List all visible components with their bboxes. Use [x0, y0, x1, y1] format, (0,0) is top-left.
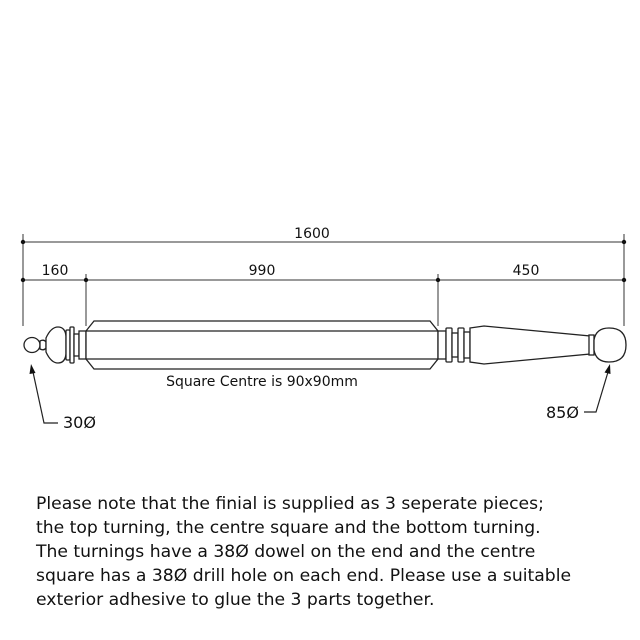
segment-dimensions: [23, 274, 624, 326]
note-line: the top turning, the centre square and the bottom turning.: [36, 518, 541, 538]
dimension-dot: [622, 240, 626, 244]
bottom-taper: [470, 326, 590, 364]
top-turning: [24, 327, 86, 363]
left-diameter-callout: [33, 372, 58, 423]
top-collar: [74, 334, 79, 356]
top-dowel-collar: [79, 331, 86, 359]
note-line: exterior adhesive to glue the 3 parts together.: [36, 590, 435, 610]
bottom-neck: [589, 335, 594, 355]
right-diameter-callout: [584, 372, 608, 412]
left-callout-arrowhead: [30, 364, 36, 374]
note-line: Please note that the finial is supplied as 3 seperate pieces;: [36, 494, 544, 514]
left-diameter-label: 30Ø: [63, 413, 96, 432]
bottom-ball: [594, 328, 626, 362]
assembly-note: [36, 492, 636, 612]
bottom-ring: [446, 328, 452, 362]
top-neck: [40, 340, 46, 350]
top-turning-dimension-label: 160: [41, 263, 69, 279]
note-line: The turnings have a 38Ø dowel on the end and the centre: [36, 542, 536, 562]
dimension-dot: [436, 278, 440, 282]
bottom-ring: [458, 328, 464, 362]
note-line: square has a 38Ø drill hole on each end. Please use a suitable: [36, 566, 572, 586]
centre-square-body: [86, 321, 438, 369]
right-diameter-label: 85Ø: [546, 403, 579, 422]
bottom-collar: [464, 332, 470, 358]
bottom-dowel-collar: [438, 331, 446, 359]
left-callout-leader: [33, 372, 58, 423]
top-bulb: [46, 327, 66, 363]
bottom-collar: [452, 333, 458, 357]
dimension-dot: [84, 278, 88, 282]
centre-square: [86, 321, 438, 369]
overall-dimension-label: 1600: [294, 226, 330, 242]
right-callout-arrowhead: [605, 364, 611, 374]
finial-outline: [24, 321, 626, 369]
square-centre-label: Square Centre is 90x90mm: [166, 374, 358, 390]
centre-square-dimension-label: 990: [248, 263, 276, 279]
dimension-dot: [21, 240, 25, 244]
dimension-dot: [622, 278, 626, 282]
bottom-turning: [438, 326, 626, 364]
top-ball: [24, 338, 40, 353]
bottom-turning-dimension-label: 450: [512, 263, 540, 279]
right-callout-leader: [584, 372, 608, 412]
dimension-dot: [21, 278, 25, 282]
